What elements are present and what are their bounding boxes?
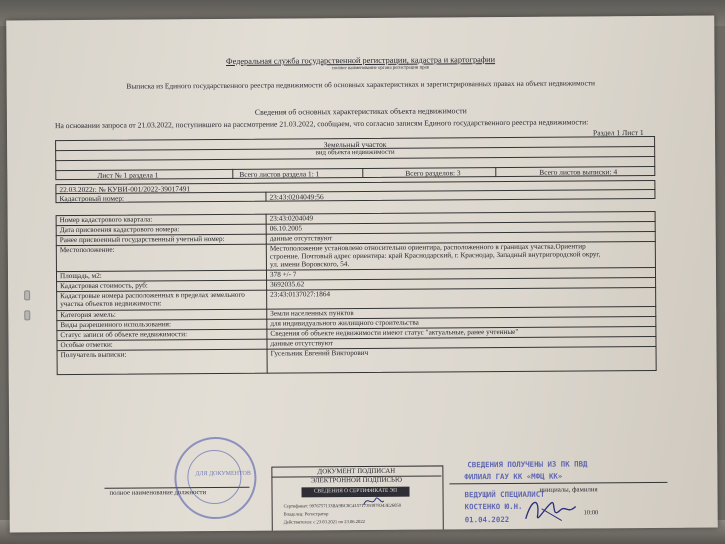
document-page bbox=[6, 16, 718, 533]
section-title: Сведения об основных характеристиках объекта недвижимости bbox=[254, 106, 467, 117]
row-value-location-line2: строение. Почтовый адрес ориентира: край Краснодарский, г. Краснодар, Западный внутригородской округ, bbox=[269, 250, 601, 261]
row-label-previous-number: Ранее присвоенный государственный учетный номер: bbox=[59, 234, 225, 245]
total-sheets-section: Всего листов раздела 1: 1 bbox=[239, 169, 320, 179]
mfc-stamp-line1: СВЕДЕНИЯ ПОЛУЧЕНЫ ИЗ ПК ПВД bbox=[467, 459, 588, 470]
row-value-record-status: Сведения об объекте недвижимости имеют статус "актуальные, ранее учтенные" bbox=[270, 327, 519, 338]
signature-subtitle: ЭЛЕКТРОННОЙ ПОДПИСЬЮ bbox=[310, 476, 402, 485]
certificate-banner-text: СВЕДЕНИЯ О СЕРТИФИКАТЕ ЭП bbox=[313, 487, 398, 495]
sheet-number: Лист № 1 раздела 1 bbox=[97, 170, 159, 180]
row-value-recipient: Гусельник Евгений Викторович bbox=[270, 348, 369, 358]
row-value-area: 378 +/- 7 bbox=[269, 270, 297, 279]
certificate-number: Сертификат: 9976757133ВА9ВС8С415717393878343Е26050 bbox=[283, 502, 402, 509]
divider bbox=[495, 167, 496, 177]
row-label-recipient: Получатель выписки: bbox=[60, 350, 127, 360]
divider bbox=[232, 169, 233, 179]
row-label-assign-date: Дата присвоения кадастрового номера: bbox=[59, 225, 180, 235]
row-value-permitted-use: для индивидуального жилищного строительства bbox=[270, 318, 419, 328]
certificate-validity: Действителен: с 23.03.2021 по 23.06.2022 bbox=[283, 518, 365, 525]
certificate-owner: Владелец: Регистратор bbox=[283, 511, 329, 517]
row-value-location-line3: ул. имени Воровского, 54. bbox=[269, 260, 350, 269]
row-label-objects-within: Кадастровые номера расположенных в пределах земельного bbox=[60, 290, 245, 301]
signature-title: ДОКУМЕНТ ПОДПИСАН bbox=[317, 467, 396, 476]
row-label-land-category: Категория земель: bbox=[60, 310, 116, 320]
cadastral-number-value: 23:43:0204049:56 bbox=[269, 192, 324, 202]
row-value-land-category: Земли населенных пунктов bbox=[270, 309, 354, 318]
row-value-cadastral-value: 3692035.62 bbox=[270, 280, 305, 289]
object-type: Земельный участок bbox=[323, 139, 387, 150]
row-value-location: Местоположение установлено относительно ориентира, расположенного в границах участка.Ориентир bbox=[269, 242, 586, 253]
row-label-permitted-use: Виды разрешенного использования: bbox=[60, 320, 171, 330]
handwritten-signature bbox=[522, 488, 582, 528]
cadastral-number-label: Кадастровый номер: bbox=[59, 193, 125, 204]
extract-title: Выписка из Единого государственного реестра недвижимости об основных характеристиках и зарегистрированных правах на объект недвижимости bbox=[126, 78, 595, 91]
total-sections: Всего разделов: 3 bbox=[405, 168, 461, 178]
row-label-objects-within-line2: участка объектов недвижимости: bbox=[60, 299, 162, 309]
total-sheets-extract: Всего листов выписки: 4 bbox=[539, 167, 618, 177]
row-label-special-notes: Особые отметки: bbox=[60, 340, 113, 350]
row-value-previous-number: данные отсутствуют bbox=[269, 234, 333, 243]
request-basis: На основании запроса от 21.03.2022, поступившего на рассмотрение 21.03.2022, сообщаем, что согласно записям Единого государственного реестра недвижимости: bbox=[54, 117, 589, 131]
row-label-record-status: Статус записи об объекте недвижимости: bbox=[60, 330, 188, 340]
row-label-location: Местоположение: bbox=[59, 245, 115, 255]
row-value-cadastral-block: 23:43:0204049 bbox=[269, 214, 314, 223]
mfc-stamp-line4: КОСТЕНКО Ю.Н. bbox=[464, 501, 523, 512]
agency-title: Федеральная служба государственной регистрации, кадастра и картографии bbox=[225, 55, 496, 66]
row-value-assign-date: 06.10.2005 bbox=[269, 224, 303, 233]
mfc-stamp-date: 01.04.2022 bbox=[464, 514, 510, 525]
row-label-cadastral-value: Кадастровая стоимость, руб: bbox=[60, 281, 148, 291]
round-stamp-text: ДЛЯ ДОКУМЕНТОВ bbox=[195, 470, 251, 478]
stamp-time: 10:00 bbox=[583, 509, 599, 517]
position-caption: полное наименование должности bbox=[109, 489, 207, 497]
row-value-objects-within: 23:43:0137027:1864 bbox=[270, 290, 331, 299]
mfc-stamp-line3: ВЕДУЩИЙ СПЕЦИАЛИСТ bbox=[464, 489, 545, 500]
mfc-stamp-line2: ФИЛИАЛ ГАУ КК «МФЦ КК» bbox=[464, 471, 563, 482]
extract-date-number: 22.03.2022г. № КУВИ-001/2022-39017491 bbox=[59, 184, 191, 195]
agency-subtitle: полное наименование органа регистрации прав bbox=[332, 65, 429, 72]
divider bbox=[265, 192, 266, 202]
staple-icon bbox=[24, 290, 30, 300]
staple-icon bbox=[24, 310, 30, 320]
page-reference: Раздел 1 Лист 1 bbox=[592, 128, 644, 138]
small-signature-mark bbox=[362, 493, 386, 509]
row-label-cadastral-block: Номер кадастрового квартала: bbox=[59, 215, 153, 225]
object-type-caption: вид объекта недвижимости bbox=[315, 148, 395, 157]
divider bbox=[362, 168, 363, 178]
initials-caption: инициалы, фамилия bbox=[539, 486, 598, 494]
row-label-area: Площадь, м2: bbox=[59, 271, 102, 281]
row-value-special-notes: данные отсутствуют bbox=[270, 339, 334, 348]
initials-line bbox=[449, 482, 667, 485]
